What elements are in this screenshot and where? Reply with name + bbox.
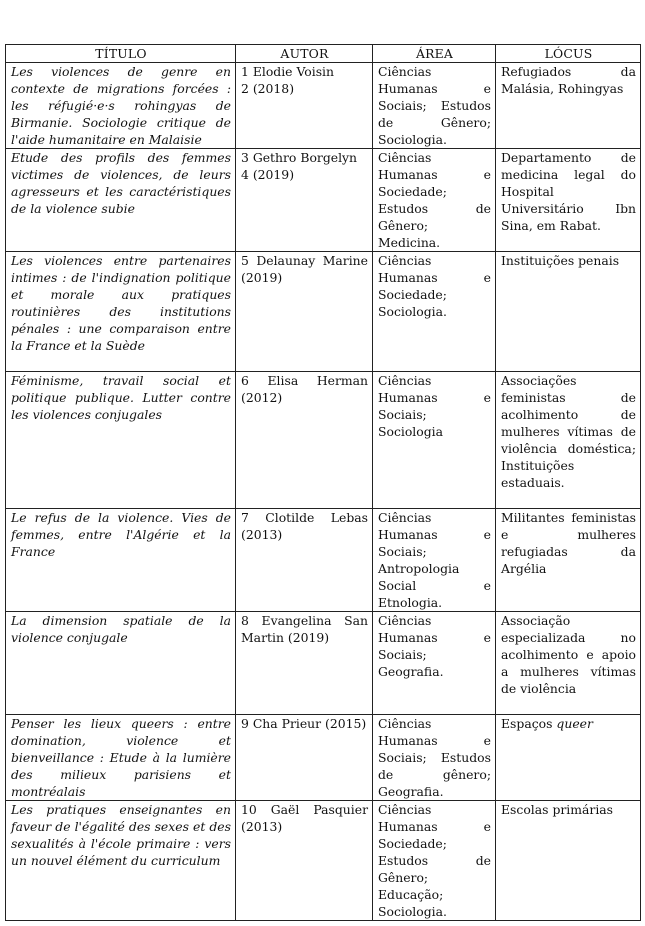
cell-area: Ciências Humanas e Sociais; Sociologia (373, 372, 496, 509)
table-row (6, 252, 641, 372)
cell-locus: Associações feministas de acolhimento de mulheres vítimas de violência doméstica; Instituições estaduais. (496, 372, 641, 509)
cell-autor (236, 149, 373, 252)
autor-name: 1 Elodie Voisin (241, 64, 334, 79)
table-row (6, 612, 641, 715)
locus-italic: queer (556, 716, 593, 731)
header-locus: LÓCUS (496, 45, 641, 63)
cell-locus: Escolas primárias (496, 801, 641, 921)
cell-locus: Instituições penais (496, 252, 641, 372)
cell-area: Ciências Humanas e Sociais; Geografia. (373, 612, 496, 715)
cell-titulo: Les violences de genre en contexte de migrations forcées : les réfugié·e·s rohingyas de Birmanie. Sociologie critique de l'aide humanitaire en Malaisie (6, 63, 236, 149)
cell-area: Ciências Humanas e Sociedade; Estudos de Gênero; Medicina. (373, 149, 496, 252)
header-row (6, 45, 641, 63)
cell-area: Ciências Humanas e Sociedade; Estudos de Gênero; Educação; Sociologia. (373, 801, 496, 921)
cell-locus: Militantes feministas e mulheres refugiadas da Argélia (496, 509, 641, 612)
cell-locus: Associação especializada no acolhimento e apoio a mulheres vítimas de violência (496, 612, 641, 715)
cell-titulo: Penser les lieux queers : entre domination, violence et bienveillance : Etude à la lumière des milieux parisiens et montréalais (6, 715, 236, 801)
cell-locus (496, 715, 641, 801)
cell-titulo: Féminisme, travail social et politique publique. Lutter contre les violences conjugales (6, 372, 236, 509)
table-row (6, 509, 641, 612)
cell-area: Ciências Humanas e Sociais; Antropologia Social e Etnologia. (373, 509, 496, 612)
cell-autor (236, 63, 373, 149)
table-row (6, 63, 641, 149)
cell-titulo: Le refus de la violence. Vies de femmes, entre l'Algérie et la France (6, 509, 236, 612)
cell-locus: Refugiados da Malásia, Rohingyas (496, 63, 641, 149)
cell-autor: 6 Elisa Herman (2012) (236, 372, 373, 509)
autor-year: 4 (2019) (241, 167, 295, 182)
autor-name: 3 Gethro Borgelyn (241, 150, 358, 165)
cell-area: Ciências Humanas e Sociais; Estudos de Gênero; Sociologia. (373, 63, 496, 149)
cell-autor: 8 Evangelina San Martin (2019) (236, 612, 373, 715)
header-autor: AUTOR (236, 45, 373, 63)
cell-area: Ciências Humanas e Sociedade; Sociologia. (373, 252, 496, 372)
cell-titulo: Etude des profils des femmes victimes de violences, de leurs agresseurs et les caractéristiques de la violence subie (6, 149, 236, 252)
header-area: ÁREA (373, 45, 496, 63)
table-row (6, 801, 641, 921)
table-row (6, 372, 641, 509)
cell-area: Ciências Humanas e Sociais; Estudos de gênero; Geografia. (373, 715, 496, 801)
cell-autor: 5 Delaunay Marine (2019) (236, 252, 373, 372)
table-row (6, 149, 641, 252)
table-row (6, 715, 641, 801)
references-table (5, 44, 641, 921)
cell-locus: Departamento de medicina legal do Hospital Universitário Ibn Sina, em Rabat. (496, 149, 641, 252)
locus-text: Espaços (501, 716, 557, 731)
cell-autor: 7 Clotilde Lebas (2013) (236, 509, 373, 612)
cell-autor: 9 Cha Prieur (2015) (236, 715, 373, 801)
cell-titulo: Les pratiques enseignantes en faveur de l'égalité des sexes et des sexualités à l'école primaire : vers un nouvel élément du curriculum (6, 801, 236, 921)
cell-titulo: Les violences entre partenaires intimes : de l'indignation politique et morale aux pratiques routinières des institutions pénales : une comparaison entre la France et la Suède (6, 252, 236, 372)
header-titulo: TÍTULO (6, 45, 236, 63)
autor-year: 2 (2018) (241, 81, 295, 96)
cell-titulo: La dimension spatiale de la violence conjugale (6, 612, 236, 715)
cell-autor: 10 Gaël Pasquier (2013) (236, 801, 373, 921)
